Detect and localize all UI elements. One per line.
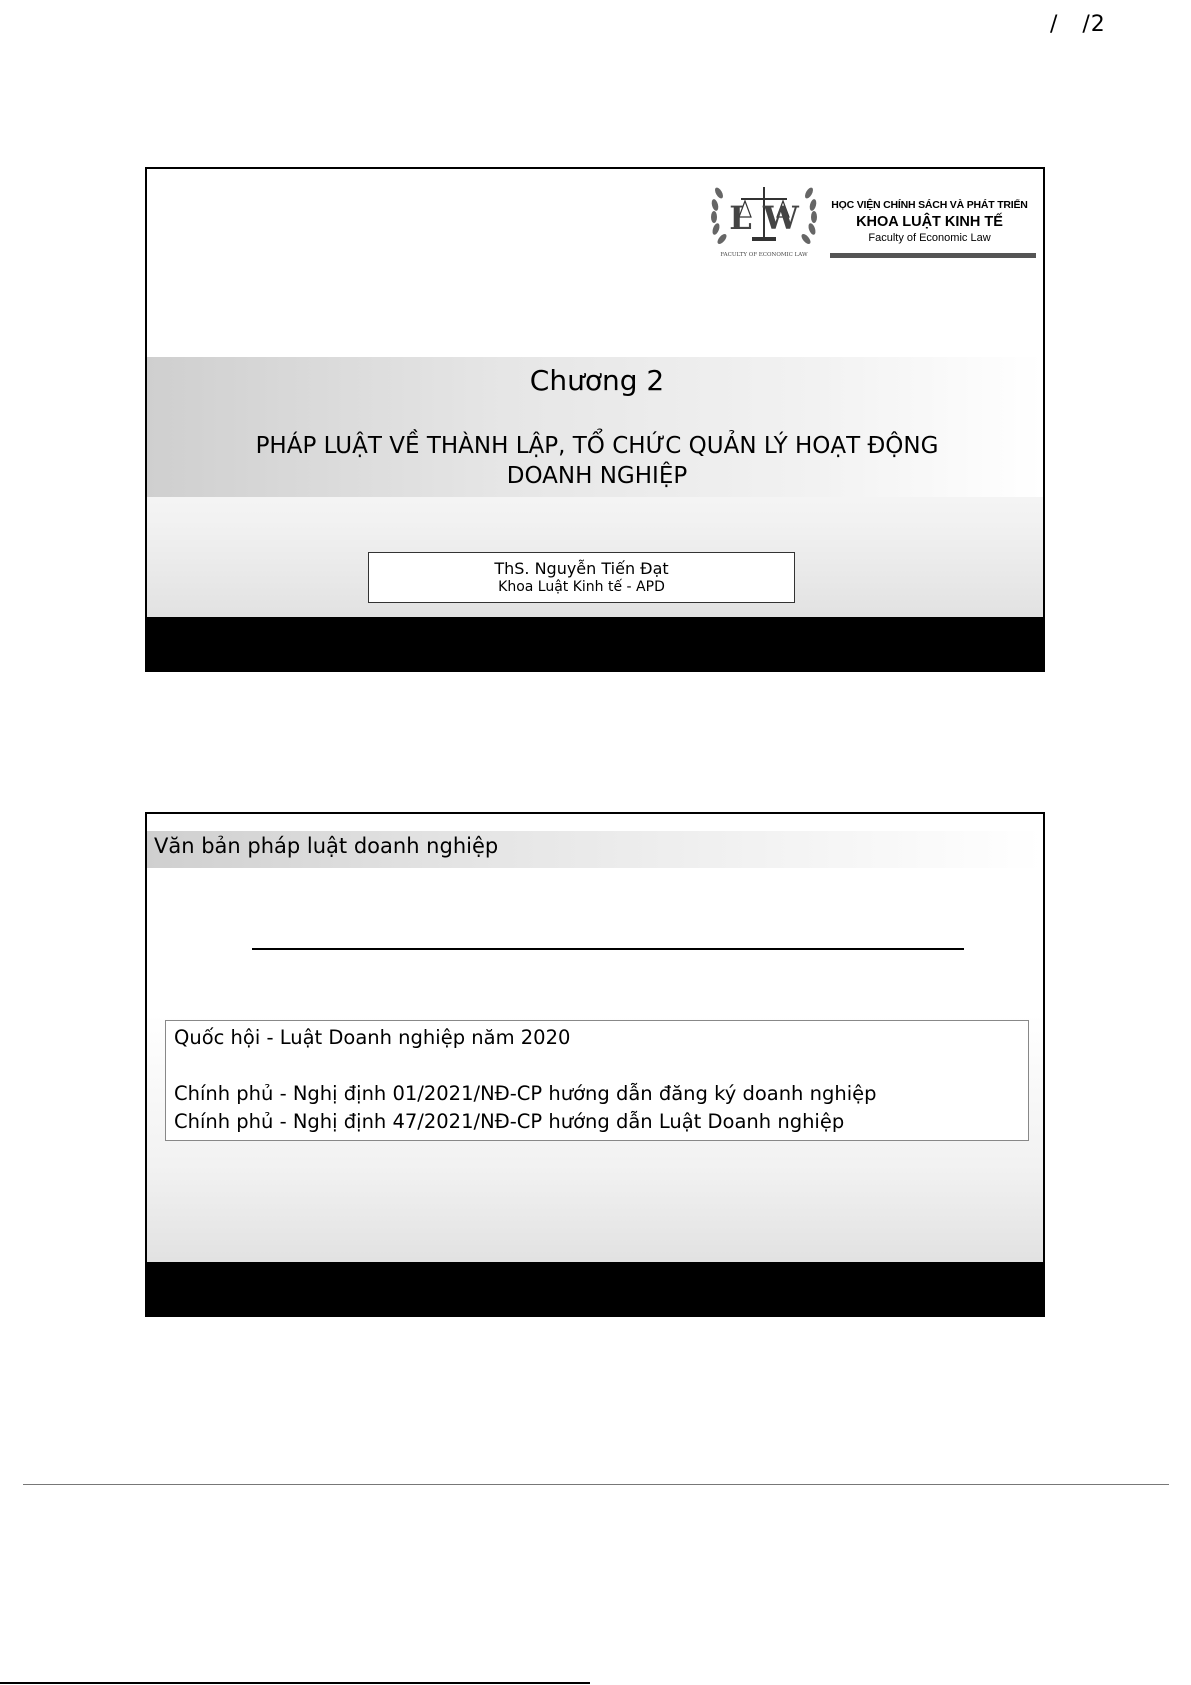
document-item: Quốc hội - Luật Doanh nghiệp năm 2020	[174, 1026, 571, 1049]
document-item: Chính phủ - Nghị định 47/2021/NĐ-CP hướng dẫn Luật Doanh nghiệp	[174, 1110, 845, 1133]
slide-footer-bar	[147, 1262, 1043, 1315]
slide-footer-bar	[147, 617, 1043, 670]
law-emblem-logo	[705, 179, 823, 261]
documents-box	[165, 1020, 1029, 1141]
page-divider	[23, 1484, 1169, 1485]
faculty-name-english: Faculty of Economic Law	[868, 232, 991, 244]
emblem-letters: L W	[729, 199, 799, 237]
slide-heading: Văn bản pháp luật doanh nghiệp	[154, 834, 499, 858]
document-item: Chính phủ - Nghị định 01/2021/NĐ-CP hướng dẫn đăng ký doanh nghiệp	[174, 1082, 877, 1105]
faculty-name: KHOA LUẬT KINH TẾ	[856, 214, 1003, 230]
title-line-2: DOANH NGHIỆP	[506, 463, 688, 489]
emblem-caption: FACULTY OF ECONOMIC LAW	[720, 252, 808, 258]
institution-name: HỌC VIỆN CHÍNH SÁCH VÀ PHÁT TRIỂN	[831, 199, 1028, 211]
author-name: ThS. Nguyễn Tiến Đạt	[494, 559, 669, 578]
institution-logo-text	[827, 199, 1032, 244]
slide-legal-documents	[145, 812, 1045, 1317]
bottom-edge-line	[0, 1682, 590, 1684]
title-line-1: PHÁP LUẬT VỀ THÀNH LẬP, TỔ CHỨC QUẢN LÝ HOẠT ĐỘNG	[255, 433, 939, 459]
logo-underline	[830, 253, 1036, 258]
chapter-heading: Chương 2	[529, 364, 665, 397]
slide-title-text	[167, 431, 1027, 491]
author-box	[368, 552, 795, 603]
slide-title	[145, 167, 1045, 672]
page-number: / /2	[1050, 12, 1106, 37]
author-department: Khoa Luật Kinh tế - APD	[498, 579, 665, 595]
divider-rule	[252, 948, 964, 950]
